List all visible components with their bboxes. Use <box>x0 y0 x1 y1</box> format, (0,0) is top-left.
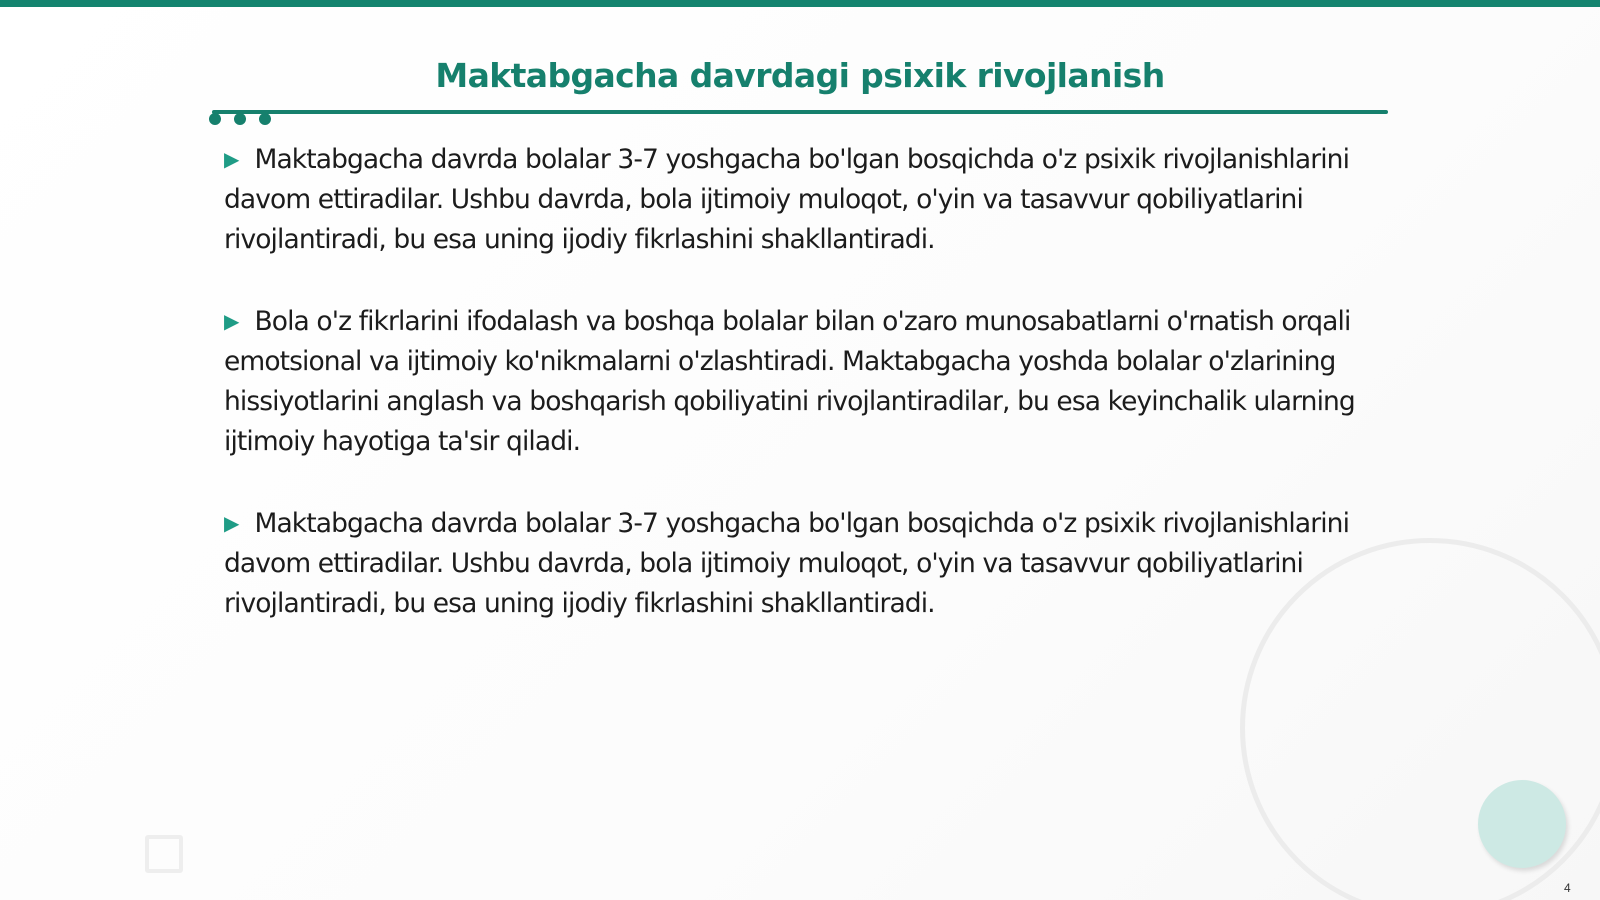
bullet-item <box>224 503 1394 624</box>
decor-teal-circle <box>1478 780 1566 868</box>
bullet-text: Bola o'z fikrlarini ifodalash va boshqa bolalar bilan o'zaro munosabatlarni o'rnatish orqali emotsional va ijtimoiy ko'nikmalarni o'zlashtiradi. Maktabgacha yoshda bolalar o'zlarining hissiyotlarini anglash va boshqarish qobiliyatini rivojlantiradilar, bu esa keyinchalik ularning ijtimoiy hayotiga ta'sir qiladi. <box>224 306 1355 457</box>
triangle-right-icon: ▶ <box>224 309 239 333</box>
title-underline <box>212 110 1388 114</box>
decor-dot <box>259 113 271 125</box>
bullet-list <box>224 139 1394 665</box>
triangle-right-icon: ▶ <box>224 147 239 171</box>
bullet-item <box>224 301 1394 462</box>
decor-dot <box>209 113 221 125</box>
triangle-right-icon: ▶ <box>224 511 239 535</box>
decor-dot <box>234 113 246 125</box>
decor-square <box>145 835 183 873</box>
slide-title: Maktabgacha davrdagi psixik rivojlanish <box>435 56 1165 95</box>
top-accent-bar <box>0 0 1600 7</box>
page-number: 4 <box>1564 881 1571 895</box>
bullet-text: Maktabgacha davrda bolalar 3-7 yoshgacha bo'lgan bosqichda o'z psixik rivojlanishlarini davom ettiradilar. Ushbu davrda, bola ijtimoiy muloqot, o'yin va tasavvur qobiliyatlarini rivojlantiradi, bu esa uning ijodiy fikrlashini shakllantiradi. <box>224 144 1350 255</box>
bullet-text: Maktabgacha davrda bolalar 3-7 yoshgacha bo'lgan bosqichda o'z psixik rivojlanishlarini davom ettiradilar. Ushbu davrda, bola ijtimoiy muloqot, o'yin va tasavvur qobiliyatlarini rivojlantiradi, bu esa uning ijodiy fikrlashini shakllantiradi. <box>224 508 1350 619</box>
bullet-item <box>224 139 1394 260</box>
